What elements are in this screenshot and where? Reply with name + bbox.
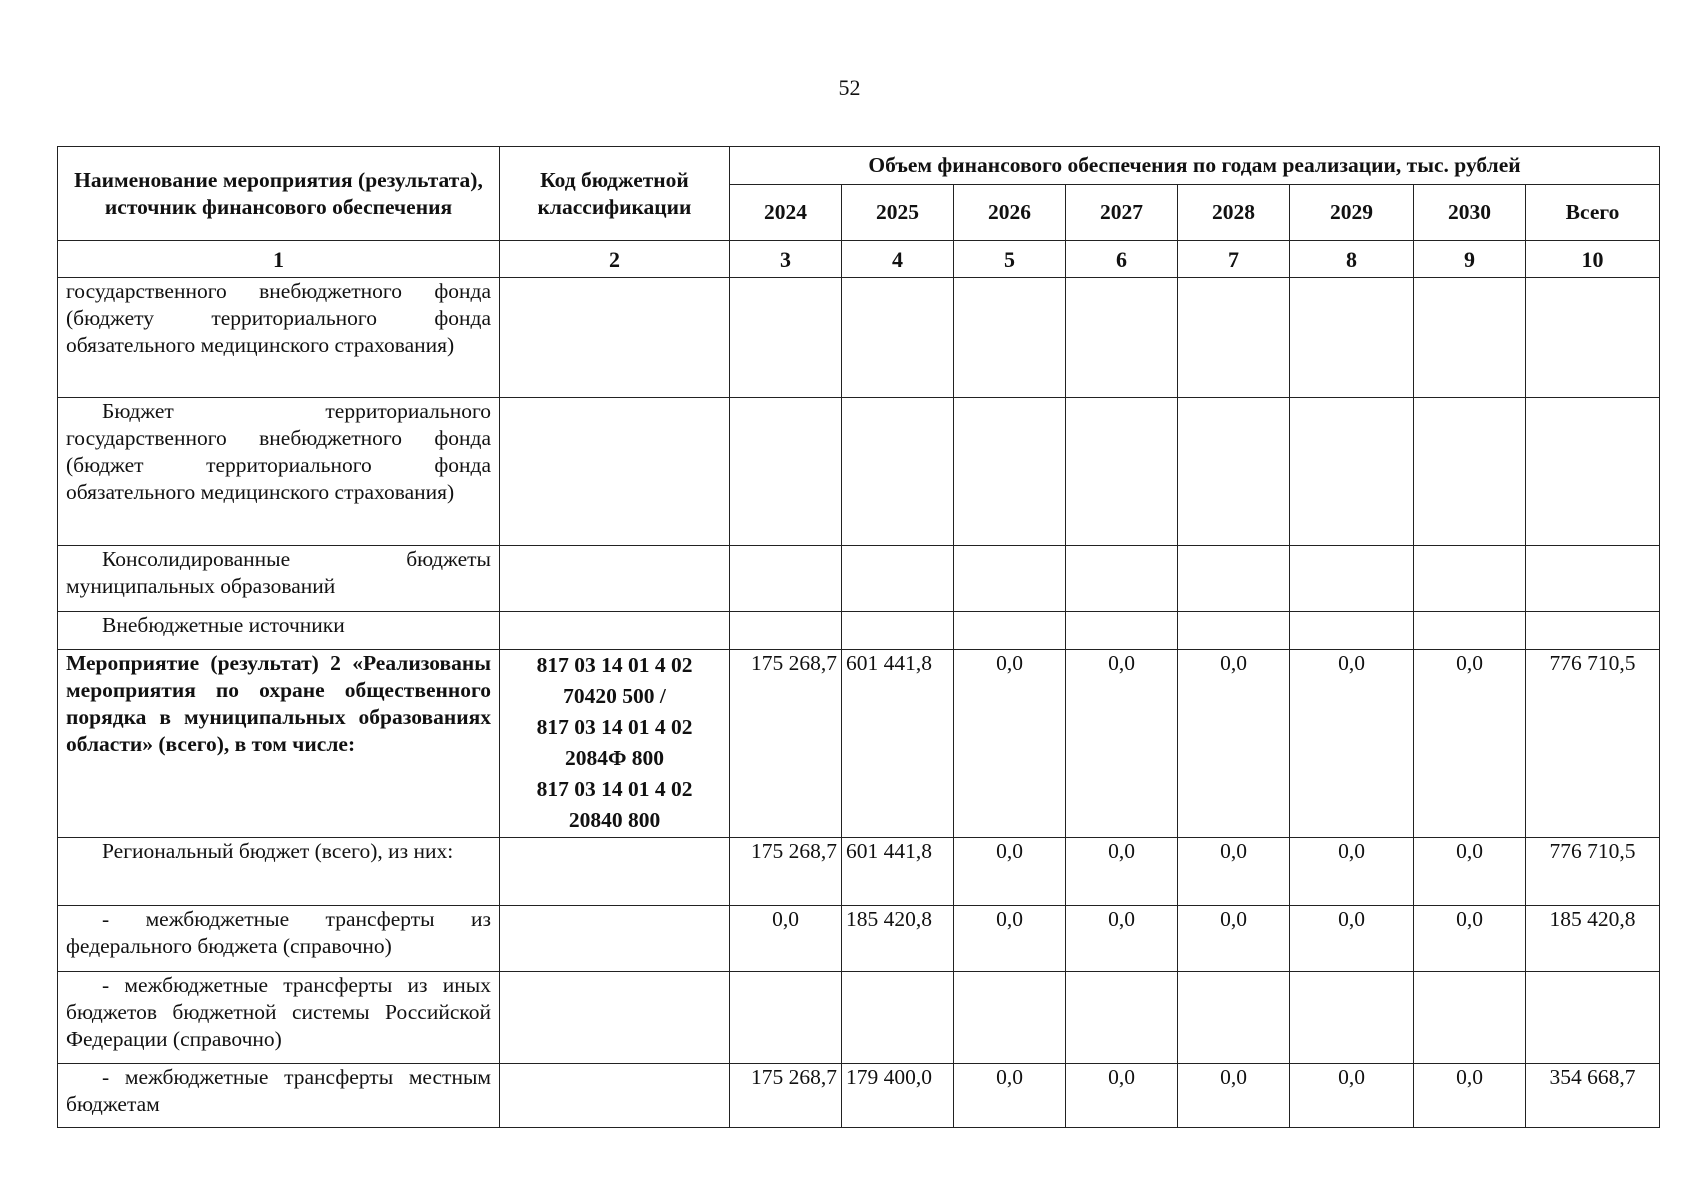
value-2027 xyxy=(1066,972,1178,1064)
table-row xyxy=(58,972,1660,1064)
column-number: 9 xyxy=(1414,241,1526,278)
row-source-name: Региональный бюджет (всего), из них: xyxy=(58,838,500,906)
value-2024 xyxy=(730,278,842,398)
value-total xyxy=(1526,612,1660,650)
value-2026 xyxy=(954,612,1066,650)
value-total: 185 420,8 xyxy=(1526,906,1660,972)
value-2026: 0,0 xyxy=(954,906,1066,972)
value-2025: 185 420,8 xyxy=(842,906,954,972)
header-year-2024: 2024 xyxy=(730,185,842,241)
column-number: 4 xyxy=(842,241,954,278)
value-2030 xyxy=(1414,972,1526,1064)
header-year-2030: 2030 xyxy=(1414,185,1526,241)
value-2028: 0,0 xyxy=(1178,906,1290,972)
column-number: 1 xyxy=(58,241,500,278)
budget-code-line: 20840 800 xyxy=(568,808,661,832)
value-2029 xyxy=(1290,612,1414,650)
value-2026 xyxy=(954,398,1066,546)
value-2024: 175 268,7 xyxy=(730,650,842,838)
value-2025 xyxy=(842,398,954,546)
value-2028: 0,0 xyxy=(1178,1064,1290,1128)
value-total: 776 710,5 xyxy=(1526,838,1660,906)
row-source-name: Бюджет территориального государственного внебюджетного фонда (бюджет территориального фонда обязательного медицинского страхования) xyxy=(58,398,500,546)
value-2028 xyxy=(1178,546,1290,612)
value-2028 xyxy=(1178,972,1290,1064)
value-2026 xyxy=(954,546,1066,612)
budget-code-line: 2084Ф 800 xyxy=(564,746,665,770)
header-budget-code: Код бюджетной классификации xyxy=(500,147,730,241)
value-2030 xyxy=(1414,398,1526,546)
table-row xyxy=(58,546,1660,612)
value-2025 xyxy=(842,546,954,612)
row-source-name: Внебюджетные источники xyxy=(58,612,500,650)
value-total: 776 710,5 xyxy=(1526,650,1660,838)
value-2027: 0,0 xyxy=(1066,650,1178,838)
value-2030 xyxy=(1414,546,1526,612)
header-financing-volume: Объем финансового обеспечения по годам реализации, тыс. рублей xyxy=(730,147,1660,185)
value-2030: 0,0 xyxy=(1414,906,1526,972)
budget-code-line: 70420 500 / xyxy=(563,684,666,708)
value-2027: 0,0 xyxy=(1066,1064,1178,1128)
value-2024 xyxy=(730,398,842,546)
table-row xyxy=(58,906,1660,972)
value-2026: 0,0 xyxy=(954,838,1066,906)
value-2029 xyxy=(1290,972,1414,1064)
column-number: 6 xyxy=(1066,241,1178,278)
table-row xyxy=(58,650,1660,838)
row-source-name: Консолидированные бюджеты муниципальных образований xyxy=(58,546,500,612)
value-2026: 0,0 xyxy=(954,1064,1066,1128)
value-total xyxy=(1526,546,1660,612)
value-2028: 0,0 xyxy=(1178,650,1290,838)
value-2024: 175 268,7 xyxy=(730,1064,842,1128)
table-row xyxy=(58,1064,1660,1128)
value-total xyxy=(1526,278,1660,398)
row-budget-code xyxy=(500,398,730,546)
value-2030: 0,0 xyxy=(1414,650,1526,838)
value-2027 xyxy=(1066,546,1178,612)
header-measure-name: Наименование мероприятия (результата), источник финансового обеспечения xyxy=(58,147,500,241)
row-budget-code xyxy=(500,838,730,906)
table-row xyxy=(58,838,1660,906)
value-2025 xyxy=(842,612,954,650)
value-2027 xyxy=(1066,278,1178,398)
value-2029 xyxy=(1290,278,1414,398)
value-2026: 0,0 xyxy=(954,650,1066,838)
value-2029: 0,0 xyxy=(1290,906,1414,972)
column-number: 10 xyxy=(1526,241,1660,278)
header-year-2025: 2025 xyxy=(842,185,954,241)
value-2029 xyxy=(1290,398,1414,546)
row-budget-code xyxy=(500,1064,730,1128)
column-number: 7 xyxy=(1178,241,1290,278)
value-2025: 179 400,0 xyxy=(842,1064,954,1128)
value-total: 354 668,7 xyxy=(1526,1064,1660,1128)
budget-code-line: 817 03 14 01 4 02 xyxy=(536,653,693,677)
row-budget-code xyxy=(500,650,730,838)
header-year-2026: 2026 xyxy=(954,185,1066,241)
header-year-2027: 2027 xyxy=(1066,185,1178,241)
value-2026 xyxy=(954,278,1066,398)
value-2029 xyxy=(1290,546,1414,612)
value-2030 xyxy=(1414,612,1526,650)
value-2029: 0,0 xyxy=(1290,650,1414,838)
value-2029: 0,0 xyxy=(1290,1064,1414,1128)
table-body xyxy=(58,278,1660,1128)
value-2027: 0,0 xyxy=(1066,838,1178,906)
row-source-name: - межбюджетные трансферты местным бюджетам xyxy=(58,1064,500,1128)
value-2024 xyxy=(730,972,842,1064)
value-2025: 601 441,8 xyxy=(842,650,954,838)
column-number: 2 xyxy=(500,241,730,278)
row-budget-code xyxy=(500,278,730,398)
budget-code-line: 817 03 14 01 4 02 xyxy=(536,715,693,739)
value-2029: 0,0 xyxy=(1290,838,1414,906)
value-2025 xyxy=(842,972,954,1064)
table-row xyxy=(58,278,1660,398)
value-2027: 0,0 xyxy=(1066,906,1178,972)
column-number: 5 xyxy=(954,241,1066,278)
value-2024 xyxy=(730,546,842,612)
row-budget-code xyxy=(500,612,730,650)
column-number: 8 xyxy=(1290,241,1414,278)
row-source-name: - межбюджетные трансферты из федерального бюджета (справочно) xyxy=(58,906,500,972)
header-year-2028: 2028 xyxy=(1178,185,1290,241)
budget-code-line: 817 03 14 01 4 02 xyxy=(536,777,693,801)
value-2024: 0,0 xyxy=(730,906,842,972)
row-measure-name: Мероприятие (результат) 2 «Реализованы мероприятия по охране общественного порядка в муниципальных образованиях области» (всего), в том числе: xyxy=(58,650,500,838)
value-2025 xyxy=(842,278,954,398)
row-budget-code xyxy=(500,972,730,1064)
value-2030: 0,0 xyxy=(1414,838,1526,906)
value-total xyxy=(1526,398,1660,546)
table-row xyxy=(58,612,1660,650)
value-2025: 601 441,8 xyxy=(842,838,954,906)
header-total: Всего xyxy=(1526,185,1660,241)
row-budget-code xyxy=(500,546,730,612)
financing-table xyxy=(57,146,1660,1128)
page-number: 52 xyxy=(838,75,861,100)
row-source-name: государственного внебюджетного фонда (бюджету территориального фонда обязательного медицинского страхования) xyxy=(58,278,500,398)
value-2027 xyxy=(1066,612,1178,650)
value-2028 xyxy=(1178,398,1290,546)
value-2030: 0,0 xyxy=(1414,1064,1526,1128)
value-total xyxy=(1526,972,1660,1064)
column-number-row xyxy=(58,241,1660,278)
table-header xyxy=(58,147,1660,278)
row-budget-code xyxy=(500,906,730,972)
row-source-name: - межбюджетные трансферты из иных бюджетов бюджетной системы Российской Федерации (справочно) xyxy=(58,972,500,1064)
value-2028: 0,0 xyxy=(1178,838,1290,906)
value-2030 xyxy=(1414,278,1526,398)
table-row xyxy=(58,398,1660,546)
value-2027 xyxy=(1066,398,1178,546)
value-2024 xyxy=(730,612,842,650)
value-2028 xyxy=(1178,278,1290,398)
column-number: 3 xyxy=(730,241,842,278)
value-2024: 175 268,7 xyxy=(730,838,842,906)
value-2026 xyxy=(954,972,1066,1064)
value-2028 xyxy=(1178,612,1290,650)
header-year-2029: 2029 xyxy=(1290,185,1414,241)
